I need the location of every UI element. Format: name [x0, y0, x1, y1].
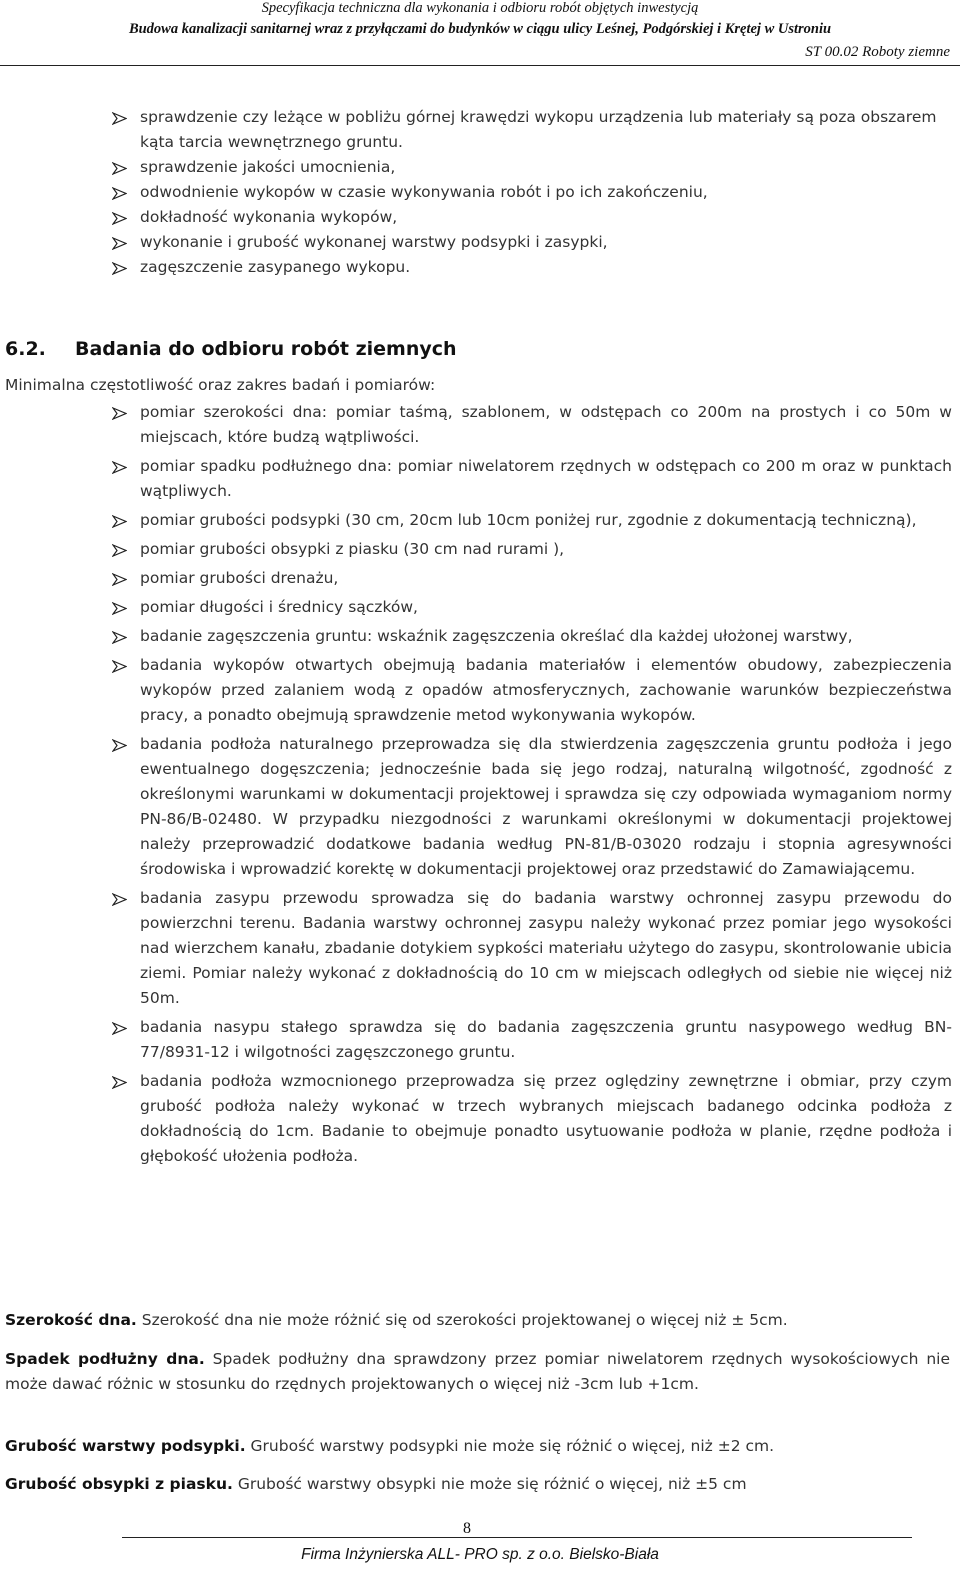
list-item	[112, 155, 952, 180]
list-item-text: sprawdzenie czy leżące w pobliżu górnej krawędzi wykopu urządzenia lub materiały są poza obszarem kąta tarcia wewnętrznego gruntu.	[140, 108, 937, 151]
check-list	[112, 105, 952, 280]
list-item-text: badania podłoża wzmocnionego przeprowadza się przez oględziny zewnętrzne i obmiar, przy czym grubość podłoża należy wykonać w trzech wybranych miejscach badanego odcinka podłoża z dokładnością do 1cm. Badanie to obejmuje ponadto usytuowanie podłoża w planie, rzędne podłoża i głębokość ułożenia podłoża.	[140, 1072, 952, 1165]
arrow-bullet-icon	[112, 407, 127, 420]
paragraph-text: Szerokość dna nie może różnić się od szerokości projektowanej o więcej niż ± 5cm.	[136, 1311, 788, 1329]
arrow-bullet-icon	[112, 660, 127, 673]
list-item-text: badanie zagęszczenia gruntu: wskaźnik zagęszczenia określać dla każdej ułożonej warstwy,	[140, 627, 853, 645]
list-item	[112, 105, 952, 155]
page-number: 8	[463, 1520, 471, 1537]
list-item-text: wykonanie i grubość wykonanej warstwy podsypki i zasypki,	[140, 233, 608, 251]
list-item-text: odwodnienie wykopów w czasie wykonywania robót i po ich zakończeniu,	[140, 183, 708, 201]
list-item	[112, 732, 952, 882]
list-item	[112, 400, 952, 450]
list-item-text: pomiar grubości drenażu,	[140, 569, 339, 587]
header-spec-title: Specyfikacja techniczna dla wykonania i odbioru robót objętych inwestycją	[261, 0, 699, 16]
list-item	[112, 886, 952, 1011]
paragraph-label: Spadek podłużny dna.	[5, 1350, 205, 1368]
arrow-bullet-icon	[112, 739, 127, 752]
arrow-bullet-icon	[112, 573, 127, 586]
paragraph-text: Grubość warstwy obsypki nie może się różnić o więcej, niż ±5 cm	[232, 1475, 747, 1493]
arrow-bullet-icon	[112, 237, 127, 250]
list-item	[112, 180, 952, 205]
paragraph-label: Szerokość dna.	[5, 1311, 137, 1329]
footer-company: Firma Inżynierska ALL- PRO sp. z o.o. Bielsko-Biała	[301, 1546, 659, 1563]
list-item-text: badania podłoża naturalnego przeprowadza się dla stwierdzenia zagęszczenia gruntu podłoża i jego ewentualnego dogęszczenia; jednocześnie bada się jego rodzaj, naturalną wilgotność, zgodność z określonymi warunkami w dokumentacji projektowej i sprawdza się czy odpowiada wymaganiom normy PN-86/B-02480. W przypadku niezgodności z warunkami określonymi w dokumentacji projektowej należy przeprowadzić dodatkowe badania według PN-81/B-03020 rodzaju i stopnia agresywności środowiska i wprowadzić korektę w dokumentacji projektowej oraz przedstawić do Zamawiającemu.	[140, 735, 952, 878]
section-title: Badania do odbioru robót ziemnych	[75, 338, 457, 360]
list-item-text: badania wykopów otwartych obejmują badania materiałów i elementów obudowy, zabezpieczenia wykopów przed zalaniem wodą z opadów atmosferycznych, zachowanie warunków bezpieczeństwa pracy, a ponadto obejmują sprawdzenie metod wykonywania wykopów.	[140, 656, 952, 724]
paragraph-bottom-width	[5, 1308, 950, 1333]
list-item-text: pomiar spadku podłużnego dna: pomiar niwelatorem rzędnych w odstępach co 200 m oraz w punktach wątpliwych.	[140, 457, 952, 500]
header-divider	[0, 65, 960, 66]
section-number: 6.2.	[5, 338, 46, 360]
arrow-bullet-icon	[112, 1022, 127, 1035]
arrow-bullet-icon	[112, 262, 127, 275]
list-item-text: sprawdzenie jakości umocnienia,	[140, 158, 396, 176]
list-item	[112, 566, 952, 591]
arrow-bullet-icon	[112, 631, 127, 644]
list-item-text: pomiar grubości podsypki (30 cm, 20cm lub 10cm poniżej rur, zgodnie z dokumentacją techniczną),	[140, 511, 917, 529]
list-item-text: dokładność wykonania wykopów,	[140, 208, 398, 226]
arrow-bullet-icon	[112, 212, 127, 225]
header-section-code: ST 00.02 Roboty ziemne	[805, 44, 950, 60]
tests-list	[112, 400, 952, 1173]
list-item	[112, 537, 952, 562]
list-item-text: badania nasypu stałego sprawdza się do badania zagęszczenia gruntu nasypowego według BN-77/8931-12 i wilgotności zagęszczonego gruntu.	[140, 1018, 952, 1061]
list-item-text: pomiar szerokości dna: pomiar taśmą, szablonem, w odstępach co 200m na prostych i co 50m w miejscach, które budzą wątpliwości.	[140, 403, 952, 446]
list-item	[112, 508, 952, 533]
list-item	[112, 624, 952, 649]
list-item	[112, 205, 952, 230]
arrow-bullet-icon	[112, 187, 127, 200]
arrow-bullet-icon	[112, 544, 127, 557]
list-item	[112, 255, 952, 280]
paragraph-bedding-thickness	[5, 1434, 950, 1459]
footer-divider	[122, 1537, 912, 1538]
list-item	[112, 454, 952, 504]
paragraph-text: Spadek podłużny dna sprawdzony przez pomiar niwelatorem rzędnych wysokościowych nie może dawać różnic w stosunku do rzędnych projektowanych o więcej niż -3cm lub +1cm.	[5, 1350, 950, 1393]
section-intro: Minimalna częstotliwość oraz zakres badań i pomiarów:	[5, 376, 436, 394]
list-item-text: pomiar długości i średnicy sączków,	[140, 598, 418, 616]
list-item	[112, 1069, 952, 1169]
arrow-bullet-icon	[112, 461, 127, 474]
arrow-bullet-icon	[112, 1076, 127, 1089]
list-item	[112, 230, 952, 255]
paragraph-label: Grubość obsypki z piasku.	[5, 1475, 233, 1493]
arrow-bullet-icon	[112, 893, 127, 906]
arrow-bullet-icon	[112, 162, 127, 175]
list-item	[112, 1015, 952, 1065]
section-heading	[5, 338, 457, 360]
list-item-text: pomiar grubości obsypki z piasku (30 cm nad rurami ),	[140, 540, 565, 558]
arrow-bullet-icon	[112, 112, 127, 125]
paragraph-text: Grubość warstwy podsypki nie może się różnić o więcej, niż ±2 cm.	[245, 1437, 775, 1455]
paragraph-sand-cover-thickness	[5, 1472, 950, 1497]
list-item-text: zagęszczenie zasypanego wykopu.	[140, 258, 411, 276]
list-item	[112, 653, 952, 728]
list-item-text: badania zasypu przewodu sprowadza się do badania warstwy ochronnej zasypu przewodu do powierzchni terenu. Badania warstwy ochronnej zasypu należy wykonać przez pomiar jego wysokości nad wierzchem kanału, zbadanie dotykiem sypkości materiału użytego do zasypu, skontrolowanie ubicia ziemi. Pomiar należy wykonać z dokładnością do 10 cm w miejscach odległych od siebie nie więcej niż 50m.	[140, 889, 952, 1007]
header-project-title: Budowa kanalizacji sanitarnej wraz z przyłączami do budynków w ciągu ulicy Leśnej, Podgórskiej i Krętej w Ustroniu	[128, 21, 832, 37]
paragraph-label: Grubość warstwy podsypki.	[5, 1437, 246, 1455]
arrow-bullet-icon	[112, 515, 127, 528]
list-item	[112, 595, 952, 620]
arrow-bullet-icon	[112, 602, 127, 615]
paragraph-longitudinal-slope	[5, 1347, 950, 1397]
